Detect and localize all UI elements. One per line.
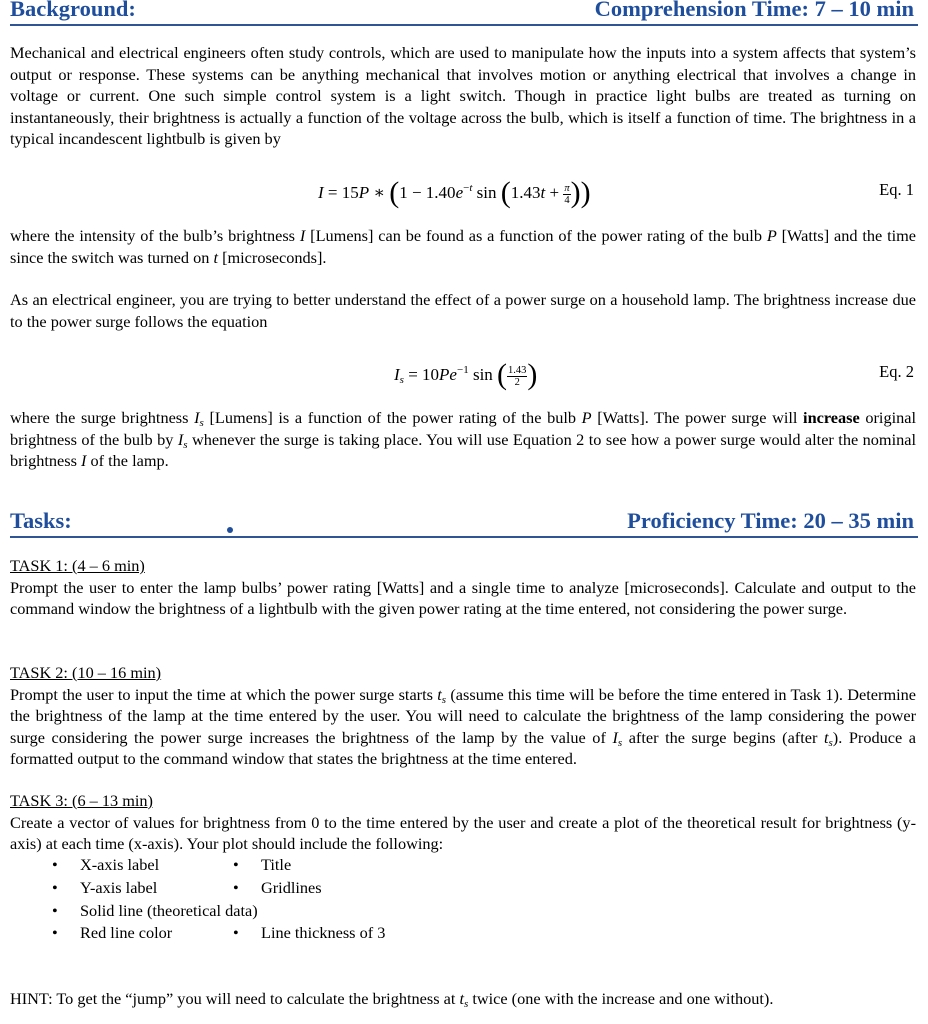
background-paragraph-4: where the surge brightness $I_s$ [Lumens] is a function of the power rating of the bulb P [Watts]. The power surge will increase original brightness of the bulb by $I_s$ whenever the surge is taking place. You will use Equation 2 to see how a power surge would alter the nominal brightness I of the lamp. <box>10 408 916 471</box>
list-item: • Solid line (theoretical data) <box>80 901 258 921</box>
stray-dot <box>227 527 233 533</box>
list-item: • Gridlines <box>261 878 322 898</box>
equation-2 <box>10 350 916 390</box>
list-item: • X-axis label <box>80 855 159 875</box>
task-1 <box>10 555 916 620</box>
background-section-header <box>10 0 918 26</box>
list-item: • Line thickness of 3 <box>261 923 385 943</box>
equation-1 <box>10 168 916 208</box>
task-2-title: TASK 2: (10 – 16 min) <box>10 663 162 682</box>
task-3-body: Create a vector of values for brightness from 0 to the time entered by the user and create a plot of the theoretical result for brightness (y-axis) at each time (x-axis). Your plot should include the following: <box>10 812 916 854</box>
task-1-body: Prompt the user to enter the lamp bulbs’ power rating [Watts] and a single time to analyze [microseconds]. Calculate and output to the command window the brightness of a lightbulb with the given power rating at the time entered, not considering the power surge. <box>10 577 916 619</box>
equation-2-label: Eq. 2 <box>879 362 914 381</box>
background-heading: Background: <box>10 0 136 21</box>
tasks-heading: Tasks: <box>10 508 72 533</box>
list-item: • Red line color <box>80 923 172 943</box>
task-1-title: TASK 1: (4 – 6 min) <box>10 556 145 575</box>
equation-2-expression: $I_s = 10Pe^{-1}$ sin ( $\frac{1.43}{2}$ ) <box>394 358 538 391</box>
hint: HINT: To get the “jump” you will need to calculate the brightness at $t_s$ twice (one with the increase and one without). <box>10 989 774 1010</box>
list-item: • Title <box>261 855 291 875</box>
task-3-title: TASK 3: (6 – 13 min) <box>10 791 153 810</box>
list-item: • Y-axis label <box>80 878 157 898</box>
comprehension-time: Comprehension Time: 7 – 10 min <box>594 0 914 21</box>
background-paragraph-3: As an electrical engineer, you are trying to better understand the effect of a power surge on a household lamp. The brightness increase due to the power surge follows the equation <box>10 290 916 331</box>
equation-1-label: Eq. 1 <box>879 180 914 199</box>
task-3 <box>10 790 916 855</box>
equation-1-expression: I = 15P ∗ ($1 - 1.40e^{-t}$ sin (1.43t + $\frac{\pi}{4}$ )) <box>318 176 591 209</box>
background-paragraph-2: where the intensity of the bulb’s brightness I [Lumens] can be found as a function of the power rating of the bulb P [Watts] and the time since the switch was turned on t [microseconds]. <box>10 226 917 267</box>
tasks-section-header <box>10 508 918 538</box>
task-2-body: Prompt the user to input the time at which the power surge starts $t_s$ (assume this time will be before the time entered in Task 1). Determine the brightness of the lamp at the time entered by the user. You will need to calculate the brightness of the lamp considering the power surge considering the power surge increases the brightness of the lamp by the value of $I_s$ after the surge begins (after $t_s$). Produce a formatted output to the command window that states the brightness at the time entered. <box>10 684 916 769</box>
proficiency-time: Proficiency Time: 20 – 35 min <box>627 508 914 533</box>
background-paragraph-1: Mechanical and electrical engineers often study controls, which are used to manipulate how the inputs into a system affects that system’s output or response. These systems can be anything mechanical that involves motion or anything electrical that involves a change in voltage or current. One such simple control system is a light switch. Though in practice light bulbs are treated as turning on instantaneously, their brightness is actually a function of the voltage across the bulb, which is itself a function of time. The brightness in a typical incandescent lightbulb is given by <box>10 43 916 149</box>
task-2 <box>10 662 916 770</box>
